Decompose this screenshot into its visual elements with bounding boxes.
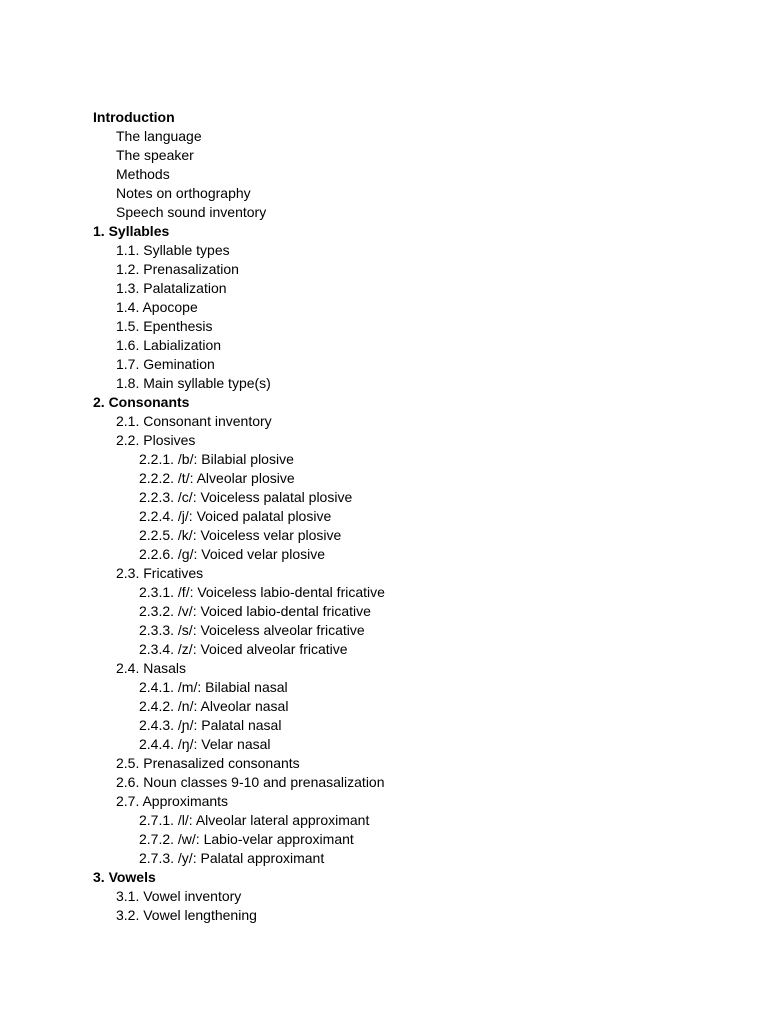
toc-subsection: 2.2. Plosives [116, 432, 196, 448]
toc-section-heading: 2. Consonants [93, 394, 190, 410]
table-of-contents [93, 108, 385, 925]
toc-subsection: 1.3. Palatalization [116, 280, 227, 296]
toc-subsubsection: 2.2.1. /b/: Bilabial plosive [139, 451, 294, 467]
toc-subsection: 2.7. Approximants [116, 793, 229, 809]
toc-subsection: 3.1. Vowel inventory [116, 888, 242, 904]
toc-subsubsection: 2.3.1. /f/: Voiceless labio-dental fricative [139, 584, 385, 600]
toc-subsubsection: 2.2.2. /t/: Alveolar plosive [139, 470, 295, 486]
toc-subsection: 2.3. Fricatives [116, 565, 204, 581]
toc-section-heading: Introduction [93, 109, 175, 125]
toc-subsubsection: 2.4.1. /m/: Bilabial nasal [139, 679, 288, 695]
toc-subsubsection: 2.4.2. /n/: Alveolar nasal [139, 698, 289, 714]
toc-subsection: 2.1. Consonant inventory [116, 413, 272, 429]
toc-subsubsection: 2.7.2. /w/: Labio-velar approximant [139, 831, 354, 847]
toc-subsection: 1.1. Syllable types [116, 242, 230, 258]
toc-subsection: The language [116, 128, 202, 144]
toc-subsection: 2.4. Nasals [116, 660, 187, 676]
toc-subsection: 1.5. Epenthesis [116, 318, 213, 334]
toc-subsection: 1.6. Labialization [116, 337, 222, 353]
toc-subsection: 1.8. Main syllable type(s) [116, 375, 271, 391]
toc-subsubsection: 2.2.4. /j/: Voiced palatal plosive [139, 508, 332, 524]
toc-section-heading: 3. Vowels [93, 869, 156, 885]
toc-section-heading: 1. Syllables [93, 223, 170, 239]
toc-subsubsection: 2.7.1. /l/: Alveolar lateral approximant [139, 812, 370, 828]
toc-subsubsection: 2.4.3. /ɲ/: Palatal nasal [139, 717, 282, 733]
toc-subsubsection: 2.4.4. /ŋ/: Velar nasal [139, 736, 271, 752]
toc-subsection: The speaker [116, 147, 194, 163]
toc-subsubsection: 2.7.3. /y/: Palatal approximant [139, 850, 325, 866]
toc-subsection: 2.6. Noun classes 9-10 and prenasalization [116, 774, 385, 790]
toc-subsubsection: 2.2.5. /k/: Voiceless velar plosive [139, 527, 342, 543]
toc-subsection: 2.5. Prenasalized consonants [116, 755, 300, 771]
toc-subsection: 3.2. Vowel lengthening [116, 907, 257, 923]
toc-subsection: 1.2. Prenasalization [116, 261, 239, 277]
toc-subsection: 1.7. Gemination [116, 356, 215, 372]
toc-subsubsection: 2.2.6. /g/: Voiced velar plosive [139, 546, 325, 562]
toc-subsection: 1.4. Apocope [116, 299, 198, 315]
toc-subsubsection: 2.3.2. /v/: Voiced labio-dental fricative [139, 603, 371, 619]
toc-subsubsection: 2.3.4. /z/: Voiced alveolar fricative [139, 641, 348, 657]
toc-subsection: Speech sound inventory [116, 204, 267, 220]
toc-subsection: Notes on orthography [116, 185, 251, 201]
toc-subsubsection: 2.3.3. /s/: Voiceless alveolar fricative [139, 622, 365, 638]
toc-subsubsection: 2.2.3. /c/: Voiceless palatal plosive [139, 489, 353, 505]
toc-subsection: Methods [116, 166, 170, 182]
